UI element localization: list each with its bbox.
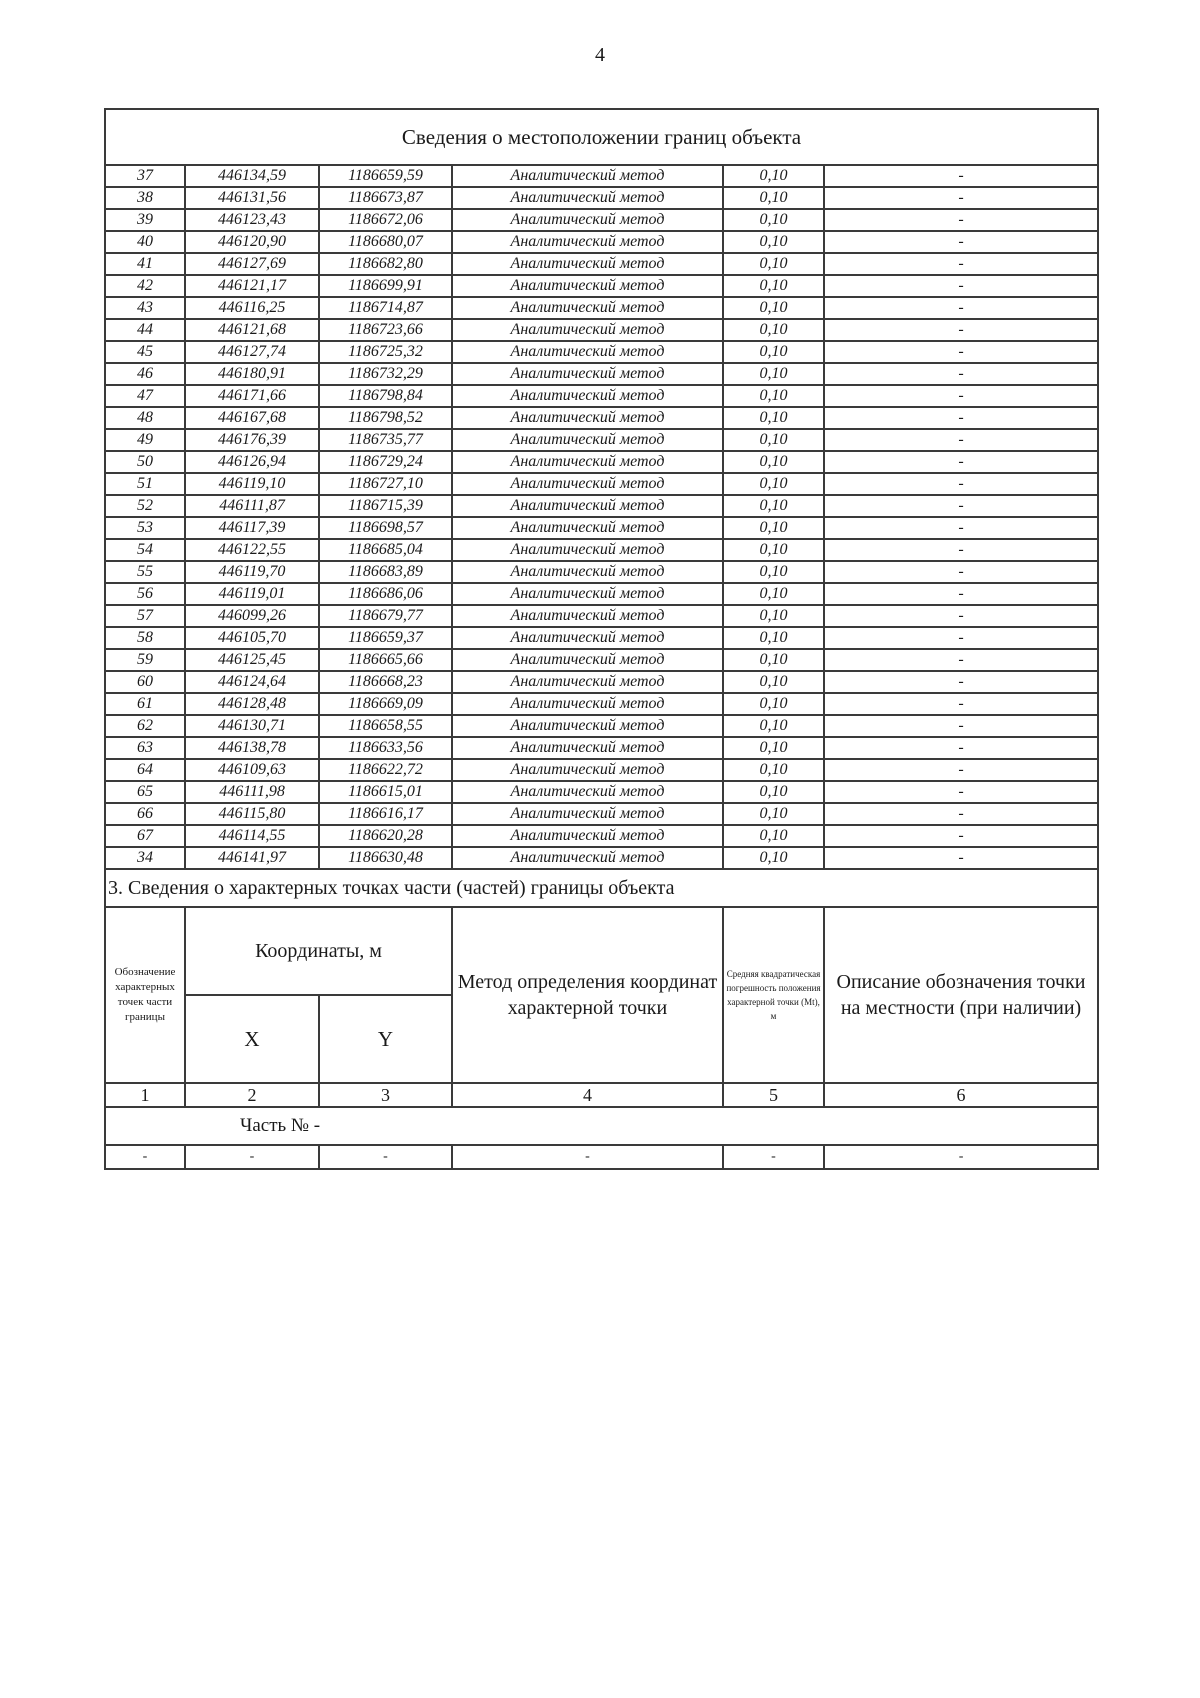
- error-cell: 0,10: [723, 561, 824, 583]
- x-coord-cell: 446111,98: [185, 781, 319, 803]
- x-coord-cell: 446176,39: [185, 429, 319, 451]
- point-id-cell: 39: [105, 209, 185, 231]
- error-cell: 0,10: [723, 781, 824, 803]
- y-coord-cell: 1186798,52: [319, 407, 452, 429]
- table-row: [105, 451, 1098, 473]
- x-coord-cell: 446128,48: [185, 693, 319, 715]
- header-method: Метод определения координат характерной точки: [452, 907, 723, 1083]
- empty-cell: -: [319, 1145, 452, 1169]
- point-id-cell: 57: [105, 605, 185, 627]
- header-description: Описание обозначения точки на местности (при наличии): [824, 907, 1098, 1083]
- point-id-cell: 49: [105, 429, 185, 451]
- method-cell: Аналитический метод: [452, 275, 723, 297]
- x-coord-cell: 446180,91: [185, 363, 319, 385]
- method-cell: Аналитический метод: [452, 451, 723, 473]
- table-row: [105, 847, 1098, 869]
- description-cell: -: [824, 671, 1098, 693]
- point-id-cell: 51: [105, 473, 185, 495]
- table-row: [105, 649, 1098, 671]
- error-cell: 0,10: [723, 759, 824, 781]
- part-label: Часть № -: [240, 1115, 321, 1136]
- table-row: [105, 385, 1098, 407]
- x-coord-cell: 446127,69: [185, 253, 319, 275]
- x-coord-cell: 446099,26: [185, 605, 319, 627]
- y-coord-cell: 1186725,32: [319, 341, 452, 363]
- method-cell: Аналитический метод: [452, 671, 723, 693]
- x-coord-cell: 446130,71: [185, 715, 319, 737]
- description-cell: -: [824, 473, 1098, 495]
- y-coord-cell: 1186729,24: [319, 451, 452, 473]
- y-coord-cell: 1186669,09: [319, 693, 452, 715]
- description-cell: -: [824, 165, 1098, 187]
- empty-cell: -: [452, 1145, 723, 1169]
- method-cell: Аналитический метод: [452, 341, 723, 363]
- point-id-cell: 46: [105, 363, 185, 385]
- column-number: 5: [723, 1083, 824, 1107]
- error-cell: 0,10: [723, 803, 824, 825]
- point-id-cell: 45: [105, 341, 185, 363]
- x-coord-cell: 446119,01: [185, 583, 319, 605]
- x-coord-cell: 446109,63: [185, 759, 319, 781]
- x-coord-cell: 446115,80: [185, 803, 319, 825]
- description-cell: -: [824, 385, 1098, 407]
- description-cell: -: [824, 759, 1098, 781]
- y-coord-cell: 1186658,55: [319, 715, 452, 737]
- error-cell: 0,10: [723, 517, 824, 539]
- error-cell: 0,10: [723, 341, 824, 363]
- error-cell: 0,10: [723, 297, 824, 319]
- point-id-cell: 38: [105, 187, 185, 209]
- x-coord-cell: 446131,56: [185, 187, 319, 209]
- part-row: [105, 1107, 1098, 1145]
- table-row: [105, 693, 1098, 715]
- method-cell: Аналитический метод: [452, 781, 723, 803]
- description-cell: -: [824, 847, 1098, 869]
- y-coord-cell: 1186659,37: [319, 627, 452, 649]
- table-row: [105, 781, 1098, 803]
- point-id-cell: 53: [105, 517, 185, 539]
- x-coord-cell: 446122,55: [185, 539, 319, 561]
- method-cell: Аналитический метод: [452, 297, 723, 319]
- description-cell: -: [824, 825, 1098, 847]
- column-number: 3: [319, 1083, 452, 1107]
- point-id-cell: 56: [105, 583, 185, 605]
- table-row: [105, 209, 1098, 231]
- description-cell: -: [824, 561, 1098, 583]
- y-coord-cell: 1186686,06: [319, 583, 452, 605]
- method-cell: Аналитический метод: [452, 407, 723, 429]
- error-cell: 0,10: [723, 187, 824, 209]
- page-number: 4: [595, 44, 605, 66]
- error-cell: 0,10: [723, 605, 824, 627]
- empty-cell: -: [824, 1145, 1098, 1169]
- point-id-cell: 37: [105, 165, 185, 187]
- y-coord-cell: 1186673,87: [319, 187, 452, 209]
- point-id-cell: 62: [105, 715, 185, 737]
- description-cell: -: [824, 605, 1098, 627]
- table-row: [105, 715, 1098, 737]
- y-coord-cell: 1186685,04: [319, 539, 452, 561]
- column-number: 4: [452, 1083, 723, 1107]
- description-cell: -: [824, 539, 1098, 561]
- description-cell: -: [824, 429, 1098, 451]
- column-number: 6: [824, 1083, 1098, 1107]
- y-coord-cell: 1186683,89: [319, 561, 452, 583]
- description-cell: -: [824, 781, 1098, 803]
- x-coord-cell: 446125,45: [185, 649, 319, 671]
- error-cell: 0,10: [723, 363, 824, 385]
- table-title: Сведения о местоположении границ объекта: [105, 109, 1098, 165]
- method-cell: Аналитический метод: [452, 803, 723, 825]
- table-row: [105, 605, 1098, 627]
- x-coord-cell: 446167,68: [185, 407, 319, 429]
- x-coord-cell: 446114,55: [185, 825, 319, 847]
- error-cell: 0,10: [723, 847, 824, 869]
- table-row: [105, 671, 1098, 693]
- method-cell: Аналитический метод: [452, 649, 723, 671]
- error-cell: 0,10: [723, 737, 824, 759]
- table-row: [105, 737, 1098, 759]
- point-id-cell: 43: [105, 297, 185, 319]
- point-id-cell: 58: [105, 627, 185, 649]
- description-cell: -: [824, 407, 1098, 429]
- x-coord-cell: 446171,66: [185, 385, 319, 407]
- table-row: [105, 825, 1098, 847]
- method-cell: Аналитический метод: [452, 495, 723, 517]
- y-coord-cell: 1186668,23: [319, 671, 452, 693]
- x-coord-cell: 446124,64: [185, 671, 319, 693]
- table-row: [105, 341, 1098, 363]
- point-id-cell: 44: [105, 319, 185, 341]
- error-cell: 0,10: [723, 231, 824, 253]
- error-cell: 0,10: [723, 473, 824, 495]
- table-row: [105, 561, 1098, 583]
- y-coord-cell: 1186659,59: [319, 165, 452, 187]
- x-coord-cell: 446117,39: [185, 517, 319, 539]
- y-coord-cell: 1186682,80: [319, 253, 452, 275]
- description-cell: -: [824, 495, 1098, 517]
- description-cell: -: [824, 319, 1098, 341]
- x-coord-cell: 446138,78: [185, 737, 319, 759]
- column-number: 2: [185, 1083, 319, 1107]
- header-error: Средняя квадратическая погрешность положения характерной точки (Mt), м: [723, 907, 824, 1083]
- description-cell: -: [824, 341, 1098, 363]
- error-cell: 0,10: [723, 671, 824, 693]
- x-coord-cell: 446134,59: [185, 165, 319, 187]
- error-cell: 0,10: [723, 209, 824, 231]
- empty-cell: -: [723, 1145, 824, 1169]
- x-coord-cell: 446119,70: [185, 561, 319, 583]
- x-coord-cell: 446121,68: [185, 319, 319, 341]
- y-coord-cell: 1186665,66: [319, 649, 452, 671]
- y-coord-cell: 1186672,06: [319, 209, 452, 231]
- description-cell: -: [824, 583, 1098, 605]
- method-cell: Аналитический метод: [452, 187, 723, 209]
- point-id-cell: 63: [105, 737, 185, 759]
- point-id-cell: 65: [105, 781, 185, 803]
- table-row: [105, 473, 1098, 495]
- point-id-cell: 64: [105, 759, 185, 781]
- method-cell: Аналитический метод: [452, 561, 723, 583]
- empty-cell: -: [105, 1145, 185, 1169]
- method-cell: Аналитический метод: [452, 605, 723, 627]
- point-id-cell: 54: [105, 539, 185, 561]
- table-row: [105, 429, 1098, 451]
- method-cell: Аналитический метод: [452, 539, 723, 561]
- method-cell: Аналитический метод: [452, 385, 723, 407]
- x-coord-cell: 446120,90: [185, 231, 319, 253]
- y-coord-cell: 1186622,72: [319, 759, 452, 781]
- method-cell: Аналитический метод: [452, 319, 723, 341]
- description-cell: -: [824, 517, 1098, 539]
- method-cell: Аналитический метод: [452, 253, 723, 275]
- point-id-cell: 66: [105, 803, 185, 825]
- point-id-cell: 59: [105, 649, 185, 671]
- empty-part-row: [105, 1145, 1098, 1169]
- method-cell: Аналитический метод: [452, 165, 723, 187]
- y-coord-cell: 1186735,77: [319, 429, 452, 451]
- empty-cell: -: [185, 1145, 319, 1169]
- error-cell: 0,10: [723, 693, 824, 715]
- description-cell: -: [824, 231, 1098, 253]
- y-coord-cell: 1186698,57: [319, 517, 452, 539]
- table-row: [105, 275, 1098, 297]
- error-cell: 0,10: [723, 319, 824, 341]
- y-coord-cell: 1186680,07: [319, 231, 452, 253]
- method-cell: Аналитический метод: [452, 429, 723, 451]
- column-number-row: [105, 1083, 1098, 1107]
- error-cell: 0,10: [723, 495, 824, 517]
- x-coord-cell: 446126,94: [185, 451, 319, 473]
- method-cell: Аналитический метод: [452, 627, 723, 649]
- y-coord-cell: 1186616,17: [319, 803, 452, 825]
- header-point-designation: Обозначение характерных точек части границы: [105, 907, 185, 1083]
- y-coord-cell: 1186679,77: [319, 605, 452, 627]
- error-cell: 0,10: [723, 253, 824, 275]
- table-row: [105, 231, 1098, 253]
- method-cell: Аналитический метод: [452, 209, 723, 231]
- y-coord-cell: 1186714,87: [319, 297, 452, 319]
- description-cell: -: [824, 803, 1098, 825]
- description-cell: -: [824, 209, 1098, 231]
- y-coord-cell: 1186615,01: [319, 781, 452, 803]
- x-coord-cell: 446116,25: [185, 297, 319, 319]
- point-id-cell: 42: [105, 275, 185, 297]
- point-id-cell: 67: [105, 825, 185, 847]
- description-cell: -: [824, 363, 1098, 385]
- error-cell: 0,10: [723, 429, 824, 451]
- method-cell: Аналитический метод: [452, 517, 723, 539]
- y-coord-cell: 1186630,48: [319, 847, 452, 869]
- section3-title: 3. Сведения о характерных точках части (частей) границы объекта: [105, 869, 1098, 907]
- description-cell: -: [824, 649, 1098, 671]
- method-cell: Аналитический метод: [452, 363, 723, 385]
- y-coord-cell: 1186727,10: [319, 473, 452, 495]
- table-row: [105, 583, 1098, 605]
- table-row: [105, 803, 1098, 825]
- x-coord-cell: 446105,70: [185, 627, 319, 649]
- point-id-cell: 34: [105, 847, 185, 869]
- point-id-cell: 40: [105, 231, 185, 253]
- table-row: [105, 517, 1098, 539]
- table-row: [105, 627, 1098, 649]
- table-row: [105, 495, 1098, 517]
- error-cell: 0,10: [723, 825, 824, 847]
- table-row: [105, 319, 1098, 341]
- point-id-cell: 50: [105, 451, 185, 473]
- table-row: [105, 407, 1098, 429]
- table-row: [105, 253, 1098, 275]
- table-row: [105, 363, 1098, 385]
- error-cell: 0,10: [723, 385, 824, 407]
- y-coord-cell: 1186723,66: [319, 319, 452, 341]
- x-coord-cell: 446111,87: [185, 495, 319, 517]
- point-id-cell: 41: [105, 253, 185, 275]
- table-row: [105, 759, 1098, 781]
- x-coord-cell: 446119,10: [185, 473, 319, 495]
- method-cell: Аналитический метод: [452, 583, 723, 605]
- header-y: Y: [319, 995, 452, 1083]
- description-cell: -: [824, 451, 1098, 473]
- table-row: [105, 539, 1098, 561]
- method-cell: Аналитический метод: [452, 737, 723, 759]
- table-row: [105, 165, 1098, 187]
- point-id-cell: 52: [105, 495, 185, 517]
- table-row: [105, 187, 1098, 209]
- method-cell: Аналитический метод: [452, 693, 723, 715]
- point-id-cell: 60: [105, 671, 185, 693]
- y-coord-cell: 1186798,84: [319, 385, 452, 407]
- error-cell: 0,10: [723, 165, 824, 187]
- y-coord-cell: 1186633,56: [319, 737, 452, 759]
- point-id-cell: 55: [105, 561, 185, 583]
- error-cell: 0,10: [723, 583, 824, 605]
- error-cell: 0,10: [723, 715, 824, 737]
- description-cell: -: [824, 275, 1098, 297]
- method-cell: Аналитический метод: [452, 473, 723, 495]
- error-cell: 0,10: [723, 407, 824, 429]
- method-cell: Аналитический метод: [452, 759, 723, 781]
- column-number: 1: [105, 1083, 185, 1107]
- error-cell: 0,10: [723, 451, 824, 473]
- y-coord-cell: 1186732,29: [319, 363, 452, 385]
- method-cell: Аналитический метод: [452, 825, 723, 847]
- y-coord-cell: 1186699,91: [319, 275, 452, 297]
- header-x: X: [185, 995, 319, 1083]
- x-coord-cell: 446141,97: [185, 847, 319, 869]
- description-cell: -: [824, 693, 1098, 715]
- description-cell: -: [824, 737, 1098, 759]
- point-id-cell: 61: [105, 693, 185, 715]
- description-cell: -: [824, 253, 1098, 275]
- point-id-cell: 48: [105, 407, 185, 429]
- y-coord-cell: 1186620,28: [319, 825, 452, 847]
- error-cell: 0,10: [723, 627, 824, 649]
- method-cell: Аналитический метод: [452, 715, 723, 737]
- error-cell: 0,10: [723, 649, 824, 671]
- boundary-table: [104, 108, 1099, 1170]
- method-cell: Аналитический метод: [452, 231, 723, 253]
- point-id-cell: 47: [105, 385, 185, 407]
- x-coord-cell: 446121,17: [185, 275, 319, 297]
- error-cell: 0,10: [723, 539, 824, 561]
- table-row: [105, 297, 1098, 319]
- x-coord-cell: 446123,43: [185, 209, 319, 231]
- y-coord-cell: 1186715,39: [319, 495, 452, 517]
- header-coordinates: Координаты, м: [185, 907, 452, 995]
- x-coord-cell: 446127,74: [185, 341, 319, 363]
- description-cell: -: [824, 297, 1098, 319]
- error-cell: 0,10: [723, 275, 824, 297]
- description-cell: -: [824, 715, 1098, 737]
- description-cell: -: [824, 187, 1098, 209]
- method-cell: Аналитический метод: [452, 847, 723, 869]
- description-cell: -: [824, 627, 1098, 649]
